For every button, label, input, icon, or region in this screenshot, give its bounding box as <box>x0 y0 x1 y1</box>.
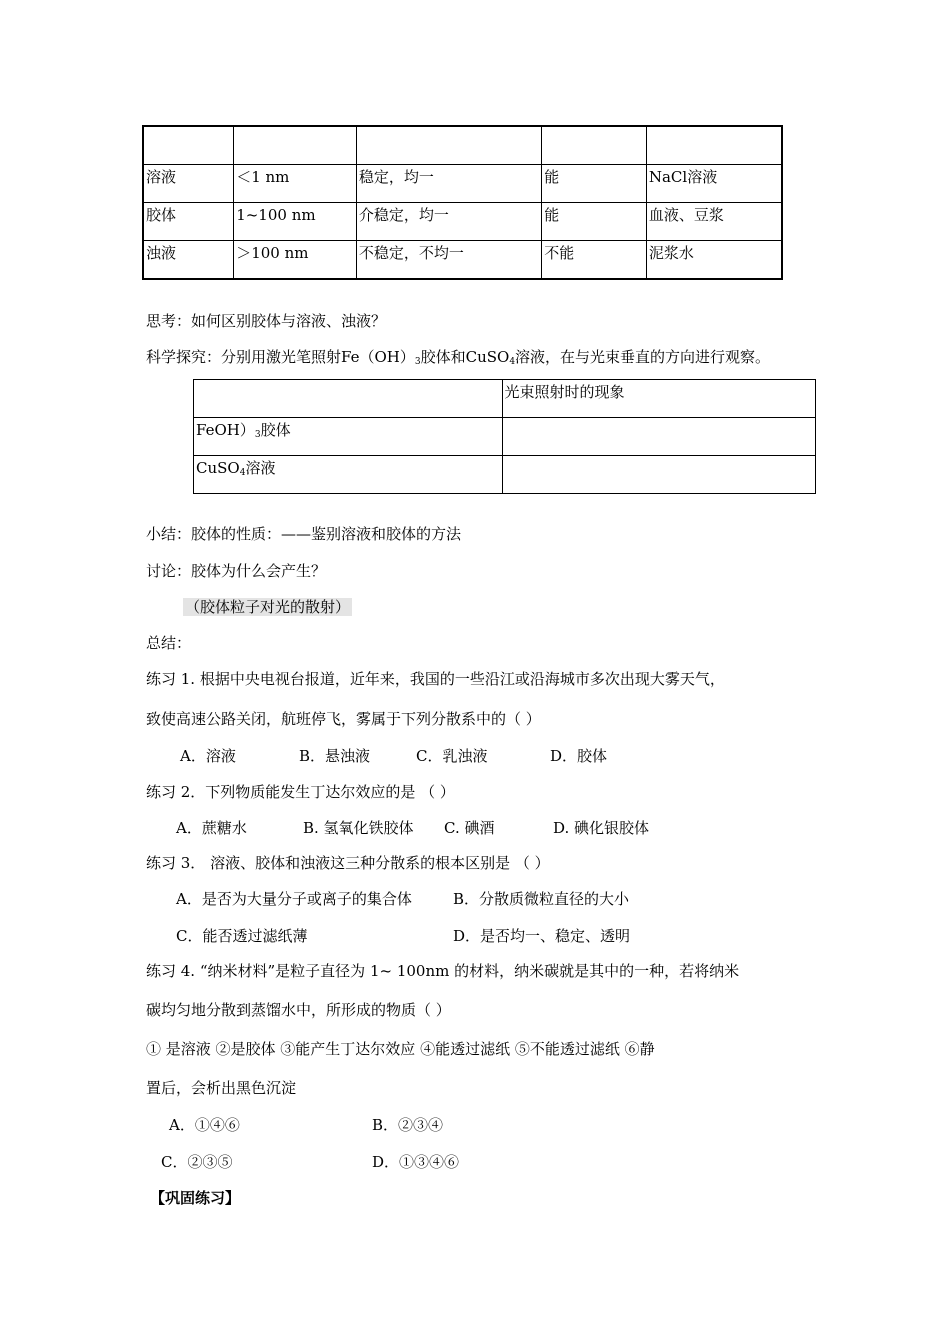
table-cell: 泥浆水 <box>646 241 782 280</box>
table-cell <box>646 126 782 165</box>
discuss-line: 讨论：胶体为什么会产生？ <box>146 562 327 580</box>
dispersion-comparison-table <box>142 125 783 280</box>
option-d: D．是否均一、稳定、透明 <box>453 927 631 945</box>
table-cell <box>542 126 647 165</box>
table-row <box>143 165 782 203</box>
option-c: C．②③⑤ <box>161 1153 233 1171</box>
table-header-row <box>143 126 782 165</box>
table-cell <box>502 456 815 494</box>
exercise-2-line-1: 练习 2．下列物质能发生丁达尔效应的是 （ ） <box>146 783 455 801</box>
table-cell: 不能 <box>542 241 647 280</box>
option-c: C．能否透过滤纸薄 <box>176 927 308 945</box>
table-cell <box>194 418 503 456</box>
exercise-4-line-3: ① 是溶液 ②是胶体 ③能产生丁达尔效应 ④能透过滤纸 ⑤不能透过滤纸 ⑥静 <box>146 1040 655 1058</box>
science-explore <box>146 346 770 367</box>
option-b: B．②③④ <box>372 1116 444 1134</box>
option-c: C. 碘酒 <box>444 819 495 837</box>
option-d: D. 碘化银胶体 <box>553 819 650 837</box>
highlight-note <box>183 596 352 617</box>
table-cell: ＜1 nm <box>234 165 357 203</box>
option-b: B．悬浊液 <box>299 747 371 765</box>
row-label-a: CuSO <box>196 459 240 477</box>
table-cell: 介稳定，均一 <box>356 203 541 241</box>
exercise-3-line-1: 练习 3． 溶液、胶体和浊液这三种分散系的根本区别是 （ ） <box>146 854 550 872</box>
exercise-4-line-2: 碳均匀地分散到蒸馏水中，所形成的物质（ ） <box>146 1001 451 1019</box>
option-b: B. 氢氧化铁胶体 <box>303 819 414 837</box>
exercise-1-line-2: 致使高速公路关闭，航班停飞，雾属于下列分散系中的（ ） <box>146 710 541 728</box>
table-cell: 1~100 nm <box>234 203 357 241</box>
row-label-b: 溶液 <box>245 459 276 477</box>
exercise-4-line-1: 练习 4. “纳米材料”是粒子直径为 1~ 100nm 的材料，纳米碳就是其中的一种，若将纳米 <box>146 962 740 980</box>
row-label-a: FeOH） <box>196 421 255 439</box>
table-row <box>194 418 816 456</box>
explore-text-a: 科学探究：分别用激光笔照射Fe（OH） <box>146 348 415 366</box>
explore-sub-2: 4 <box>509 357 516 367</box>
table-cell <box>356 126 541 165</box>
table-cell <box>194 380 503 418</box>
option-a: A．①④⑥ <box>169 1116 240 1134</box>
exercise-4-line-4: 置后，会析出黑色沉淀 <box>146 1079 297 1097</box>
think-question: 思考：如何区别胶体与溶液、浊液？ <box>146 312 387 330</box>
table-cell: 血液、豆浆 <box>646 203 782 241</box>
exercise-1-line-1: 练习 1. 根据中央电视台报道，近年来，我国的一些沿江或沿海城市多次出现大雾天气， <box>146 670 725 688</box>
table-cell: 浊液 <box>143 241 234 280</box>
explore-sub-1: 3 <box>414 357 421 367</box>
consolidate-heading: 【巩固练习】 <box>150 1189 241 1207</box>
table-cell: NaCl溶液 <box>646 165 782 203</box>
table-cell <box>234 126 357 165</box>
explore-text-b: 胶体和CuSO <box>420 348 510 366</box>
table-row <box>143 241 782 280</box>
tyndall-observation-table <box>193 379 816 494</box>
summary-line: 小结：胶体的性质：——鉴别溶液和胶体的方法 <box>146 525 462 543</box>
row-label-b: 胶体 <box>260 421 291 439</box>
explore-text-c: 溶液，在与光束垂直的方向进行观察。 <box>515 348 771 366</box>
table-cell <box>502 418 815 456</box>
table-cell: 稳定，均一 <box>356 165 541 203</box>
row-label-sub: 4 <box>239 468 246 478</box>
conclusion-line: 总结： <box>146 634 192 652</box>
option-a: A．蔗糖水 <box>176 819 247 837</box>
table-row <box>143 203 782 241</box>
option-a: A．是否为大量分子或离子的集合体 <box>176 890 412 908</box>
table-cell: 能 <box>542 165 647 203</box>
row-label-sub: 3 <box>254 430 261 440</box>
table-cell <box>194 456 503 494</box>
option-d: D．①③④⑥ <box>372 1153 460 1171</box>
table-cell: 溶液 <box>143 165 234 203</box>
table-cell: 胶体 <box>143 203 234 241</box>
option-b: B．分散质微粒直径的大小 <box>453 890 630 908</box>
option-c: C．乳浊液 <box>416 747 488 765</box>
table-cell: 能 <box>542 203 647 241</box>
table-cell: ＞100 nm <box>234 241 357 280</box>
option-a: A．溶液 <box>180 747 236 765</box>
highlight-text: （胶体粒子对光的散射） <box>185 598 351 616</box>
table-header-row <box>194 380 816 418</box>
table-cell: 不稳定，不均一 <box>356 241 541 280</box>
table-cell <box>143 126 234 165</box>
option-d: D．胶体 <box>550 747 608 765</box>
table-cell: 光束照射时的现象 <box>502 380 815 418</box>
table-row <box>194 456 816 494</box>
